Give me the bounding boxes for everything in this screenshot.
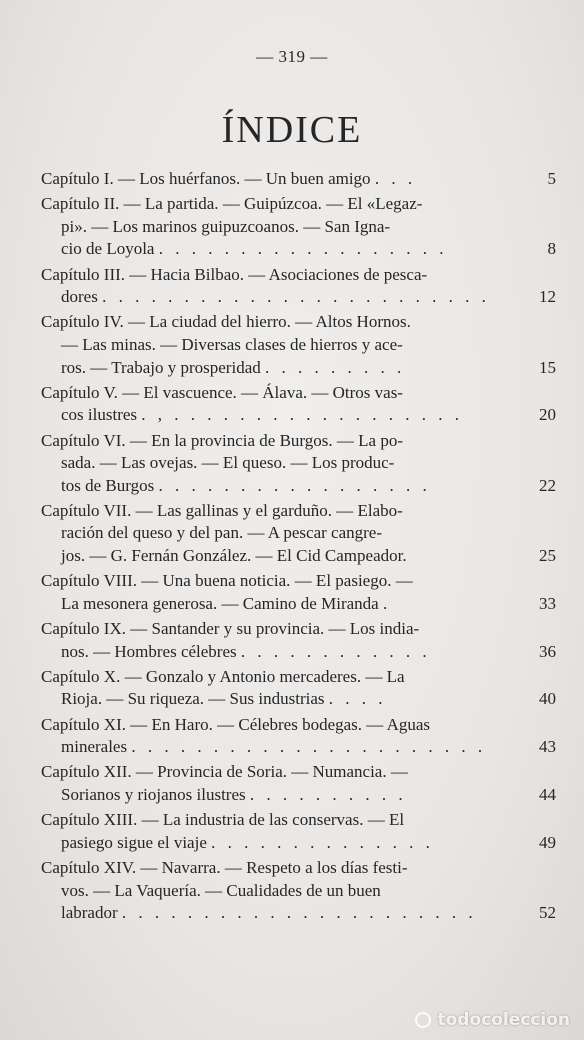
toc-entry-line bbox=[41, 641, 556, 664]
toc-entry-text: Capítulo VII. — Las gallinas y el garduño. — Elabo- bbox=[41, 500, 403, 520]
toc-entry bbox=[41, 714, 556, 759]
toc-entry-text: dores bbox=[61, 287, 98, 307]
toc-entry-line bbox=[41, 902, 556, 925]
toc-entry-line bbox=[41, 311, 556, 334]
toc-entry-text: Capítulo X. — Gonzalo y Antonio mercaderes. — La bbox=[41, 666, 405, 686]
toc-page-number: 43 bbox=[539, 737, 556, 757]
toc-entry-line bbox=[41, 761, 556, 784]
toc-entry-text: Capítulo VIII. — Una buena noticia. — El pasiego. — bbox=[41, 571, 413, 591]
toc-entry bbox=[41, 168, 556, 191]
toc-page-number: 44 bbox=[539, 784, 556, 804]
toc-entry-text: pasiego sigue el viaje bbox=[61, 832, 207, 852]
toc-entry-text: nos. — Hombres célebres bbox=[61, 641, 237, 661]
toc-page-number: 8 bbox=[547, 239, 556, 259]
toc-entry-line bbox=[41, 216, 556, 239]
toc-entry-text: La mesonera generosa. — Camino de Miranda bbox=[61, 593, 379, 613]
toc-entry-text: Capítulo IV. — La ciudad del hierro. — Altos Hornos. bbox=[41, 312, 411, 332]
table-of-contents bbox=[41, 168, 556, 927]
toc-entry-line bbox=[41, 452, 556, 475]
toc-entry bbox=[41, 618, 556, 663]
toc-leader-dots: . . . . . . . . . . . . . . . . . . . . . . bbox=[131, 737, 487, 757]
toc-entry-text: Capítulo VI. — En la provincia de Burgos. — La po- bbox=[41, 430, 403, 450]
toc-entry bbox=[41, 809, 556, 854]
toc-entry-line bbox=[41, 666, 556, 689]
toc-entry-text: Capítulo I. — Los huérfanos. — Un buen amigo bbox=[41, 169, 371, 188]
toc-entry-line bbox=[41, 570, 556, 593]
toc-entry-text: Capítulo XIII. — La industria de las conservas. — El bbox=[41, 810, 405, 830]
toc-entry-text: — Las minas. — Diversas clases de hierros y ace- bbox=[61, 334, 403, 354]
toc-page-number: 20 bbox=[539, 405, 556, 425]
toc-entry bbox=[41, 500, 556, 568]
toc-entry-line bbox=[41, 618, 556, 641]
toc-entry-text: Sorianos y riojanos ilustres bbox=[61, 784, 246, 804]
toc-leader-dots: . . . . . . . . . bbox=[264, 357, 406, 377]
toc-entry bbox=[41, 570, 556, 615]
page-number: — 319 — bbox=[256, 47, 328, 66]
toc-leader-dots: . bbox=[382, 593, 392, 613]
toc-entry-line bbox=[41, 168, 556, 191]
toc-leader-dots: . . . . . . . . . . . . . . . . . . bbox=[158, 239, 448, 259]
watermark-text: todocoleccion bbox=[437, 1010, 570, 1030]
toc-entry-text: jos. — G. Fernán González. — El Cid Campeador. bbox=[61, 546, 407, 566]
toc-page-number: 25 bbox=[539, 546, 556, 566]
toc-entry-line bbox=[41, 714, 556, 737]
toc-entry bbox=[41, 857, 556, 925]
toc-entry-line bbox=[41, 382, 556, 405]
toc-entry-line bbox=[41, 193, 556, 216]
toc-entry bbox=[41, 193, 556, 261]
toc-leader-dots: . . . . . . . . . . bbox=[249, 784, 407, 804]
toc-entry-line bbox=[41, 736, 556, 759]
toc-entry bbox=[41, 761, 556, 806]
toc-entry-text: Capítulo II. — La partida. — Guipúzcoa. — El «Legaz- bbox=[41, 194, 423, 214]
toc-entry-text: Capítulo V. — El vascuence. — Álava. — Otros vas- bbox=[41, 382, 403, 402]
toc-entry-text: tos de Burgos bbox=[61, 475, 155, 495]
toc-entry-line bbox=[41, 545, 556, 568]
toc-entry-line bbox=[41, 357, 556, 380]
toc-page-number: 33 bbox=[539, 593, 556, 613]
toc-page-number: 22 bbox=[539, 475, 556, 495]
toc-page-number: 52 bbox=[539, 903, 556, 923]
toc-entry-line bbox=[41, 334, 556, 357]
toc-entry-text: Capítulo XII. — Provincia de Soria. — Numancia. — bbox=[41, 762, 408, 782]
index-title: ÍNDICE bbox=[221, 109, 363, 151]
toc-leader-dots: . . . . bbox=[328, 689, 387, 709]
toc-entry-text: Capítulo IX. — Santander y su provincia. — Los india- bbox=[41, 619, 420, 639]
toc-entry-line bbox=[41, 688, 556, 711]
toc-entry bbox=[41, 666, 556, 711]
toc-entry-line bbox=[41, 500, 556, 523]
toc-leader-dots: . . . bbox=[374, 169, 417, 188]
toc-page-number: 15 bbox=[539, 357, 556, 377]
toc-leader-dots: . . . . . . . . . . . . . . . . . . . . . . . . bbox=[102, 287, 490, 307]
toc-entry bbox=[41, 382, 556, 427]
toc-leader-dots: . . . . . . . . . . . . . . . . . . . . . . bbox=[121, 903, 477, 923]
toc-entry-line bbox=[41, 238, 556, 261]
toc-entry bbox=[41, 311, 556, 379]
toc-entry-text: Capítulo III. — Hacia Bilbao. — Asociaciones de pesca- bbox=[41, 264, 428, 284]
toc-entry-line bbox=[41, 264, 556, 287]
toc-page-number: 40 bbox=[539, 689, 556, 709]
toc-entry-line bbox=[41, 404, 556, 427]
toc-entry-line bbox=[41, 475, 556, 498]
toc-entry-line bbox=[41, 593, 556, 616]
toc-page-number: 5 bbox=[547, 169, 556, 188]
toc-entry-text: Capítulo XI. — En Haro. — Célebres bodegas. — Aguas bbox=[41, 714, 431, 734]
toc-entry-text: pi». — Los marinos guipuzcoanos. — San Igna- bbox=[61, 216, 391, 236]
toc-leader-dots: . . . . . . . . . . . . . . . . . bbox=[158, 475, 431, 495]
toc-entry-text: sada. — Las ovejas. — El queso. — Los produc- bbox=[61, 453, 395, 473]
toc-leader-dots: . , . . . . . . . . . . . . . . . . . . bbox=[141, 405, 464, 425]
toc-entry-line bbox=[41, 522, 556, 545]
toc-leader-dots: . . . . . . . . . . . . . . bbox=[211, 832, 434, 852]
toc-entry-text: cio de Loyola bbox=[61, 239, 155, 259]
toc-entry-line bbox=[41, 857, 556, 880]
toc-entry-text: labrador bbox=[61, 903, 118, 923]
toc-entry-text: ración del queso y del pan. — A pescar cangre- bbox=[61, 523, 382, 543]
toc-entry-line bbox=[41, 832, 556, 855]
toc-entry-text: Capítulo XIV. — Navarra. — Respeto a los días festi- bbox=[41, 857, 408, 877]
toc-entry-line bbox=[41, 430, 556, 453]
toc-entry-text: vos. — La Vaquería. — Cualidades de un buen bbox=[61, 880, 381, 900]
toc-entry-line bbox=[41, 286, 556, 309]
watermark bbox=[415, 1010, 570, 1030]
toc-entry-line bbox=[41, 809, 556, 832]
watermark-logo-icon bbox=[415, 1012, 431, 1028]
toc-entry-text: minerales bbox=[61, 737, 128, 757]
toc-entry-line bbox=[41, 880, 556, 903]
toc-entry-text: cos ilustres bbox=[61, 405, 138, 425]
toc-page-number: 49 bbox=[539, 832, 556, 852]
toc-page-number: 36 bbox=[539, 641, 556, 661]
toc-entry bbox=[41, 264, 556, 309]
toc-entry bbox=[41, 430, 556, 498]
toc-leader-dots: . . . . . . . . . . . . bbox=[240, 641, 431, 661]
toc-page-number: 12 bbox=[539, 287, 556, 307]
toc-entry-text: Rioja. — Su riqueza. — Sus industrias bbox=[61, 689, 325, 709]
toc-entry-text: ros. — Trabajo y prosperidad bbox=[61, 357, 261, 377]
toc-entry-line bbox=[41, 784, 556, 807]
